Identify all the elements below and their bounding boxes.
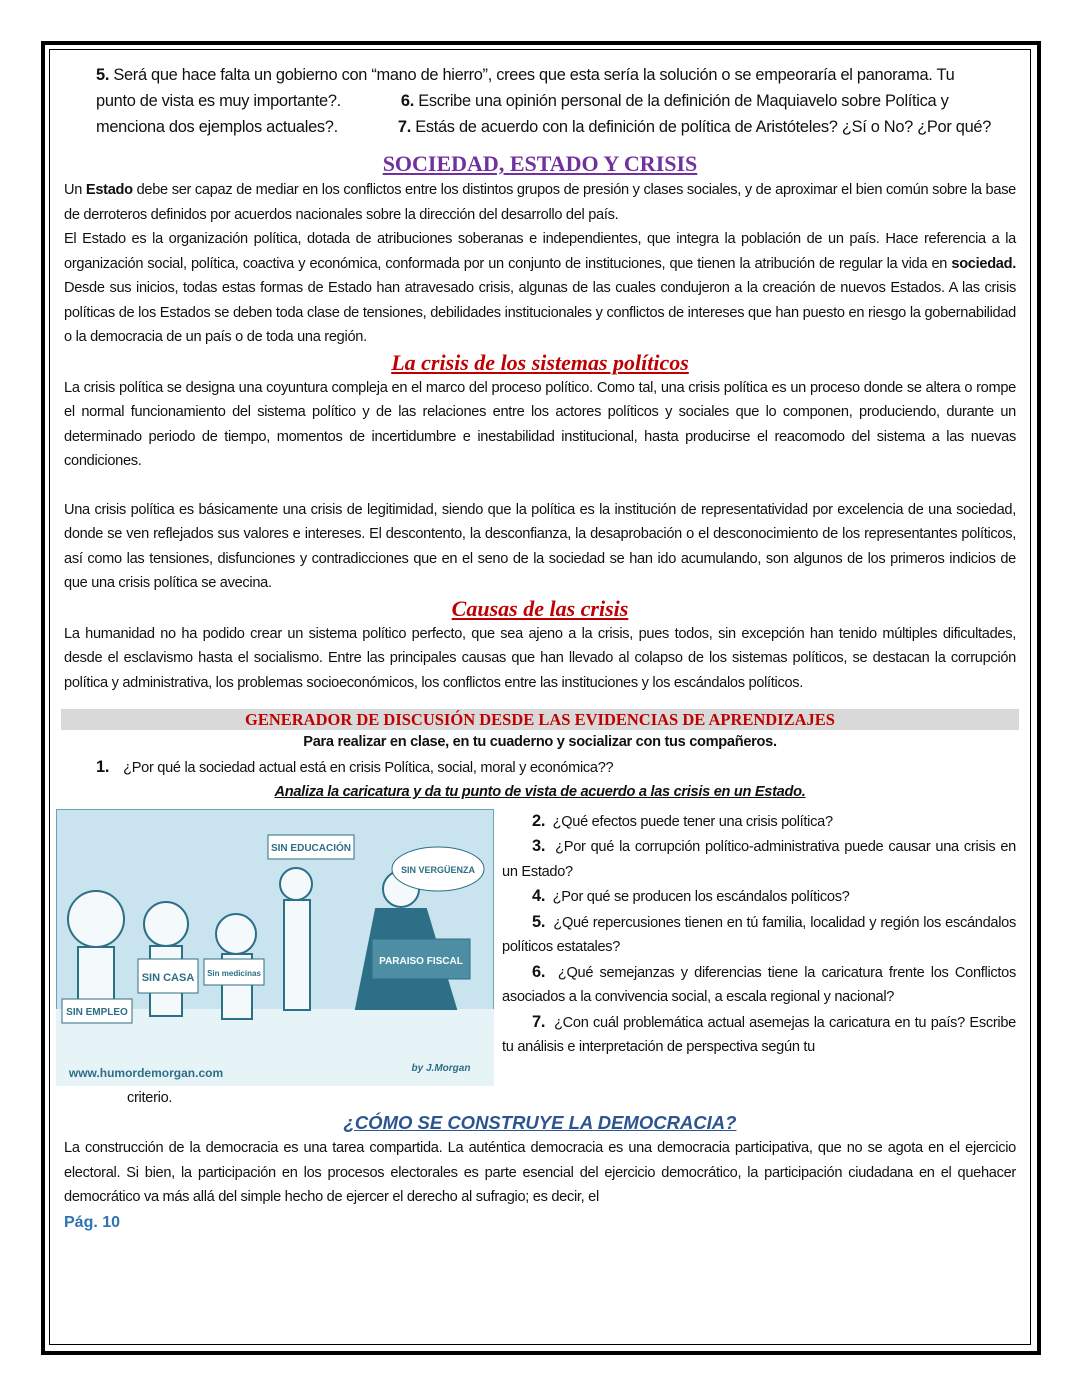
- page-content: [64, 62, 1016, 1236]
- sign-sin-casa: SIN CASA: [141, 971, 195, 984]
- sign-paraiso-fiscal: PARAISO FISCAL: [379, 955, 463, 967]
- q7-tail: criterio.: [127, 1089, 173, 1106]
- q7-text: Estás de acuerdo con la definición de política de Aristóteles? ¿Sí o No? ¿Por qué?: [410, 118, 992, 136]
- section-title-sociedad: SOCIEDAD, ESTADO Y CRISIS: [382, 151, 698, 176]
- cartoon-site: www.humordemorgan.com: [68, 1065, 224, 1080]
- section2-body: [64, 376, 1016, 596]
- q5-text: Será que hace falta un gobierno con “mano de hierro”, crees que esta sería la solución o se empeoraría el panorama. Tu punto de vista es muy importante?.: [96, 66, 955, 110]
- sign-sin-medicinas: Sin medicinas: [207, 968, 261, 978]
- section-title-democracia: ¿CÓMO SE CONSTRUYE LA DEMOCRACIA?: [343, 1112, 737, 1133]
- question-item: 5. ¿Qué repercusiones tienen en tú familia, localidad y región los escándalos políticos estatales?: [502, 912, 1016, 955]
- cartoon-instruction: Analiza la caricatura y da tu punto de vista de acuerdo a las crisis en un Estado.: [274, 784, 806, 800]
- discussion-q1: 1. ¿Por qué la sociedad actual está en crisis Política, social, moral y económica??: [96, 757, 614, 776]
- section1-body: [64, 178, 1016, 350]
- q6-text: Escribe una opinión personal de la definición de Maquiavelo sobre Política y menciona dos ejemplos actuales?.: [96, 92, 949, 136]
- sign-sin-educacion: SIN EDUCACIÓN: [270, 842, 352, 854]
- cartoon-image: [56, 809, 494, 1086]
- section-title-crisis-sistemas: La crisis de los sistemas políticos: [391, 349, 689, 375]
- question-item: 2. ¿Qué efectos puede tener una crisis política?: [532, 811, 833, 830]
- question-item: 7. ¿Con cuál problemática actual asemejas la caricatura en tu país? Escribe tu análisis e interpretación de perspectiva según tu: [502, 1012, 1016, 1055]
- paragraph: La crisis política se designa una coyuntura compleja en el marco del proceso político. Como tal, una crisis política es un proceso donde se altera o rompe el normal funcionamiento del sistema político y de las relaciones entre los actores políticos y sociales que lo componen, produciendo, durante un determinado periodo de tiempo, momentos de incertidumbre e inestabilidad institucional, hasta producirse el reacomodo del sistema a las nuevas condiciones.: [64, 379, 1016, 469]
- cartoon-signature: by J.Morgan: [411, 1062, 471, 1074]
- q6-number: 6.: [400, 92, 414, 110]
- section4-body: La construcción de la democracia es una tarea compartida. La auténtica democracia es una democracia participativa, que no se agota en el ejercicio electoral. Si bien, la participación en los procesos electorales es parte esencial del ejercicio democrático, la participación ciudadana en el quehacer democrático va más allá del simple hecho de ejercer el derecho al sufragio; es decir, el: [64, 1140, 1016, 1205]
- discussion-questions: [502, 809, 1016, 1086]
- top-questions: [96, 62, 996, 140]
- question-item: 6. ¿Qué semejanzas y diferencias tiene la caricatura frente los Conflictos asociados a la convivencia social, a escala regional y nacional?: [502, 962, 1016, 1005]
- question-item: 3. ¿Por qué la corrupción político-administrativa puede causar una crisis en un Estado?: [502, 837, 1016, 880]
- sign-sin-verguenza: SIN VERGÜENZA: [400, 864, 476, 875]
- section3-body: La humanidad no ha podido crear un sistema político perfecto, que sea ajeno a la crisis, pues todos, sin excepción han tenido múltiples dificultades, desde el esclavismo hasta el socialismo. Entre las principales causas que han llevado al colapso de los sistemas políticos, se destacan la corrupción política y administrativa, los problemas socioeconómicos, los conflictos entre las instituciones y los escándalos políticos.: [64, 625, 1016, 691]
- question-item: 4. ¿Por qué se producen los escándalos políticos?: [532, 887, 850, 905]
- q5-number: 5.: [96, 66, 110, 84]
- q7-number: 7.: [397, 118, 411, 136]
- paragraph: Un Estado debe ser capaz de mediar en los conflictos entre los distintos grupos de presión y clases sociales, y de aproximar el bien común sobre la base de derroteros definidos por acuerdos nacionales sobre la dirección del desarrollo del país.: [64, 182, 1017, 223]
- sign-sin-empleo: SIN EMPLEO: [66, 1006, 128, 1018]
- discussion-subtitle: Para realizar en clase, en tu cuaderno y socializar con tus compañeros.: [303, 734, 777, 750]
- section-title-causas: Causas de las crisis: [451, 595, 629, 621]
- page-number: Pág. 10: [64, 1213, 121, 1231]
- paragraph: Una crisis política es básicamente una crisis de legitimidad, siendo que la política es la institución de representatividad por excelencia de una sociedad, donde se ven reflejados sus valores e intereses. El descontento, la desconfianza, la desaprobación o el desconocimiento de los representantes políticos, así como las tensiones, disfunciones y contradicciones que en el seno de la sociedad se han ido acumulando, son algunos de los primeros indicios de que una crisis política se avecina.: [64, 501, 1016, 591]
- discussion-area: [64, 809, 1016, 1086]
- discussion-banner: GENERADOR DE DISCUSIÓN DESDE LAS EVIDENCIAS DE APRENDIZAJES: [61, 709, 1019, 730]
- paragraph: El Estado es la organización política, dotada de atribuciones soberanas e independientes, que integra la población de un país. Hace referencia a la organización social, política, coactiva y económica, conformada por un conjunto de instituciones, que tienen la atribución de regular la vida en sociedad. Desde sus inicios, todas estas formas de Estado han atravesado crisis, algunas de las cuales condujeron a la creación de nuevos Estados. A las crisis políticas de los Estados se deben toda clase de tensiones, debilidades institucionales y conflictos de intereses que han puesto en riesgo la gobernabilidad o la democracia de un país o de toda una región.: [64, 231, 1016, 345]
